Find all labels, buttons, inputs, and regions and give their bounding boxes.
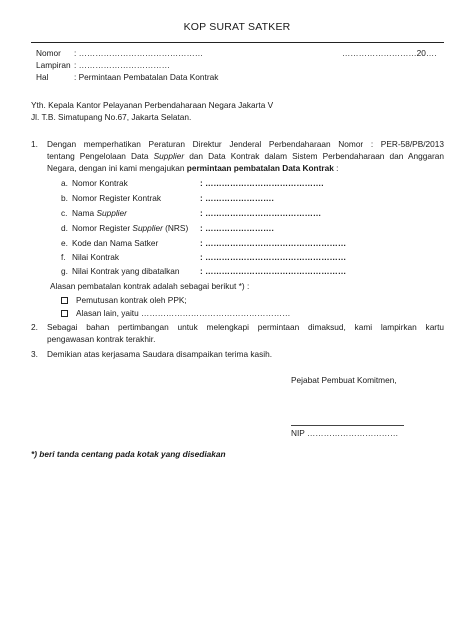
reason-option[interactable] — [61, 308, 290, 318]
field-letter: a. — [61, 178, 68, 188]
signatory-title: Pejabat Pembuat Komitmen, — [291, 375, 397, 385]
field-letter: g. — [61, 266, 68, 276]
field-value: : ……………………. — [200, 193, 274, 203]
field-letter: f. — [61, 252, 66, 262]
lampiran-value: : …………………………… — [74, 60, 170, 70]
item-1-line-2-b: Supplier — [153, 151, 185, 161]
item-1-line-2 — [47, 151, 444, 161]
field-letter: b. — [61, 193, 68, 203]
item-2-line-1: Sebagai bahan pertimbangan untuk melengkapi permintaan dimaksud, kami lampirkan kartu — [47, 322, 444, 332]
item-1-line-3-a: Negara, dengan ini kami mengajukan — [47, 163, 187, 173]
field-label-ital: Supplier — [96, 208, 127, 218]
item-2-line-2: pengawasan kontrak terakhir. — [47, 334, 156, 344]
item-1-line-3-b: permintaan pembatalan Data Kontrak — [186, 163, 334, 173]
field-label: Nomor Register Kontrak — [72, 193, 161, 203]
field-label-pre: Nama — [72, 208, 97, 218]
field-label: Nomor Kontrak — [72, 178, 128, 188]
recipient-line-2: Jl. T.B. Simatupang No.67, Jakarta Selatan. — [31, 112, 192, 122]
letter-date: ………………………20…. — [342, 48, 437, 58]
field-label — [72, 223, 188, 233]
letterhead-title: KOP SURAT SATKER — [183, 21, 291, 33]
nip-line: NIP …………………………… — [291, 428, 399, 438]
field-letter: e. — [61, 238, 68, 248]
signature-line — [291, 425, 404, 426]
item-3-number: 3. — [31, 349, 38, 359]
item-1-line-3-c: : — [333, 163, 339, 173]
reason-label: Pemutusan kontrak oleh PPK; — [76, 295, 187, 305]
reason-intro: Alasan pembatalan kontrak adalah sebagai berikut *) : — [50, 281, 250, 291]
field-value: : …………………………………………… — [200, 238, 347, 248]
item-3-line-1: Demikian atas kerjasama Saudara disampaikan terima kasih. — [47, 349, 273, 359]
reason-label: Alasan lain, yaitu ……………………………………………… — [76, 308, 291, 318]
field-label-ital: Supplier — [132, 223, 163, 233]
item-1-line-1: Dengan memperhatikan Peraturan Direktur Jenderal Perbendaharaan Nomor : PER-58/PB/2013 — [47, 139, 444, 149]
field-value: : …………………………………………… — [200, 266, 347, 276]
hal-value: : Permintaan Pembatalan Data Kontrak — [74, 72, 219, 82]
field-value: : ……………………………………. — [200, 178, 324, 188]
field-letter: c. — [61, 208, 68, 218]
field-letter: d. — [61, 223, 68, 233]
letterhead-divider — [31, 42, 444, 43]
field-value: : ……………………. — [200, 223, 274, 233]
field-value: : …………………………………………… — [200, 252, 347, 262]
hal-label: Hal — [36, 72, 49, 82]
nomor-value: : ……………………………………… — [74, 48, 204, 58]
field-label: Nilai Kontrak yang dibatalkan — [72, 266, 180, 276]
checkbox[interactable] — [61, 310, 68, 317]
footnote: *) beri tanda centang pada kotak yang disediakan — [31, 449, 226, 459]
item-1-line-2-c: dan Data Kontrak dalam Sistem Perbendaharaan dan Anggaran — [184, 151, 444, 161]
item-1-number: 1. — [31, 139, 38, 149]
field-label — [72, 208, 127, 218]
nomor-label: Nomor — [36, 48, 61, 58]
reason-option[interactable] — [61, 295, 187, 305]
checkbox[interactable] — [61, 297, 68, 304]
item-1-line-2-a: tentang Pengelolaan Data — [47, 151, 154, 161]
field-label-pre: Nomor Register — [72, 223, 133, 233]
field-label-post: (NRS) — [162, 223, 189, 233]
item-1-line-3 — [47, 163, 338, 173]
lampiran-label: Lampiran — [36, 60, 71, 70]
field-value: : …………………………………… — [200, 208, 322, 218]
field-label: Kode dan Nama Satker — [72, 238, 159, 248]
item-2-number: 2. — [31, 322, 38, 332]
recipient-line-1: Yth. Kepala Kantor Pelayanan Perbendaharaan Negara Jakarta V — [31, 100, 274, 110]
field-label: Nilai Kontrak — [72, 252, 120, 262]
